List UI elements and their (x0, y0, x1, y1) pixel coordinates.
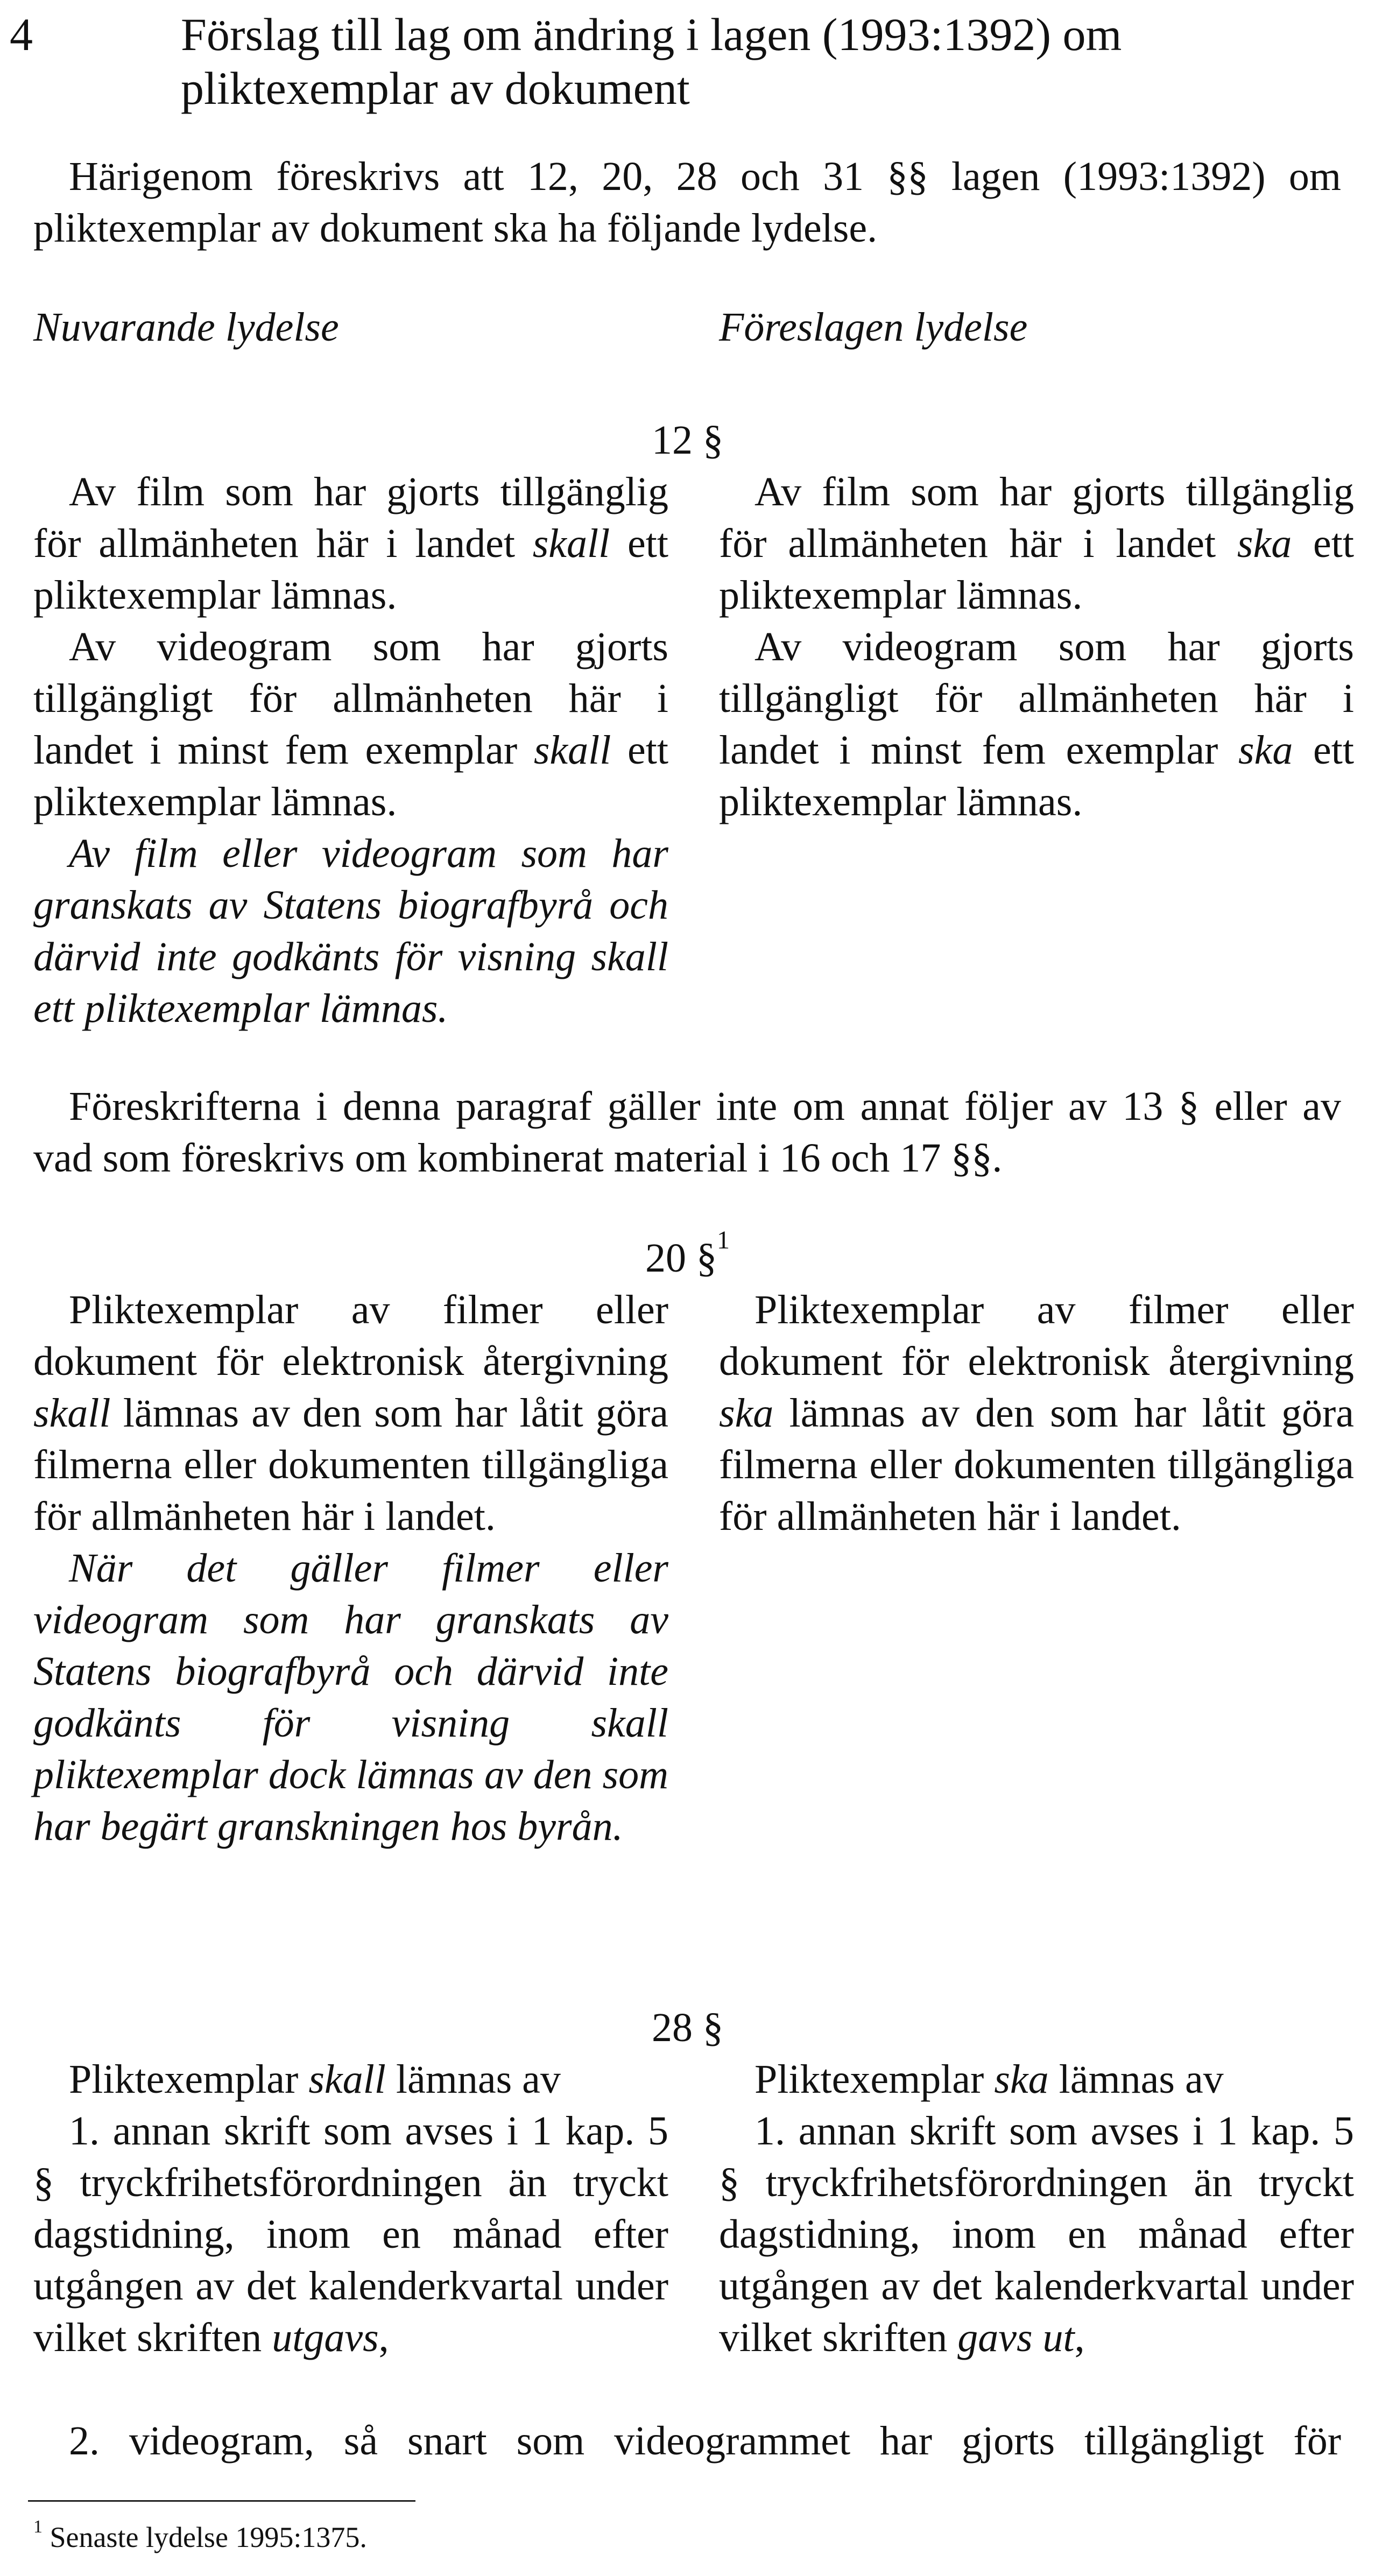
footnote-text: Senaste lydelse 1995:1375. (50, 2521, 367, 2553)
page-number: 4 (10, 9, 33, 60)
footnote-reference: 1 (717, 1225, 730, 1254)
footnote-marker: 1 (33, 2516, 43, 2537)
current-28-paragraph-1: Pliktexemplar skall lämnas av (69, 2057, 561, 2102)
current-12-paragraph-3: Av film eller videogram som har granskats av Statens biografbyrå och därvid inte godkänts för visning skall ett pliktexemplar lämnas. (33, 831, 668, 1031)
proposed-text-20 (719, 1284, 1354, 1542)
current-20-paragraph-1: Pliktexemplar av filmer eller dokument för elektronisk återgivning skall lämnas av den som har låtit göra filmerna eller dokumenten tillgängliga för allmänheten här i landet. (33, 1287, 668, 1539)
footnote-rule (28, 2500, 415, 2502)
proposed-28-paragraph-2: 1. annan skrift som avses i 1 kap. 5 § tryckfrihetsförordningen än tryckt dagstidning, inom en månad efter utgången av det kalenderkvartal under vilket skriften gavs ut, (719, 2108, 1354, 2360)
page-title: Förslag till lag om ändring i lagen (1993:1392) om pliktexemplar av dokument (181, 9, 1122, 114)
footnote (33, 2516, 367, 2555)
proposed-12-paragraph-1: Av film som har gjorts tillgänglig för allmänheten här i landet ska ett pliktexemplar lämnas. (719, 469, 1355, 618)
common-text-28: 2. videogram, så snart som videogrammet har gjorts tillgängligt för (69, 2418, 1341, 2464)
current-text-20 (33, 1284, 668, 1852)
section-heading-20: 20 §$^1$ (645, 1225, 730, 1281)
current-12-paragraph-1: Av film som har gjorts tillgänglig för allmänheten här i landet skall ett pliktexemplar lämnas. (33, 469, 668, 618)
proposed-text-12 (719, 466, 1354, 828)
proposed-text-28 (719, 2053, 1354, 2363)
column-header-current: Nuvarande lydelse (33, 305, 339, 350)
proposed-20-paragraph-1: Pliktexemplar av filmer eller dokument för elektronisk återgivning ska lämnas av den som har låtit göra filmerna eller dokumenten tillgängliga för allmänheten här i landet. (719, 1287, 1354, 1539)
proposed-12-paragraph-2: Av videogram som har gjorts tillgängligt för allmänheten här i landet i minst fem exemplar ska ett pliktexemplar lämnas. (719, 624, 1355, 824)
current-12-paragraph-2: Av videogram som har gjorts tillgängligt för allmänheten här i landet i minst fem exemplar skall ett pliktexemplar lämnas. (33, 624, 668, 824)
proposed-28-paragraph-1: Pliktexemplar ska lämnas av (755, 2057, 1224, 2102)
current-20-paragraph-2: När det gäller filmer eller videogram som har granskats av Statens biografbyrå och därvid inte godkänts för visning skall pliktexemplar dock lämnas av den som har begärt granskningen hos byrån. (33, 1545, 668, 1849)
intro-paragraph: Härigenom föreskrivs att 12, 20, 28 och 31 §§ lagen (1993:1392) om pliktexemplar av dokument ska ha följande lydelse. (33, 154, 1341, 251)
common-text-12: Föreskrifterna i denna paragraf gäller inte om annat följer av 13 § eller av vad som föreskrivs om kombinerat material i 16 och 17 §§. (33, 1084, 1341, 1181)
current-text-28 (33, 2053, 668, 2363)
current-28-paragraph-2: 1. annan skrift som avses i 1 kap. 5 § tryckfrihetsförordningen än tryckt dagstidning, inom en månad efter utgången av det kalenderkvartal under vilket skriften utgavs, (33, 2108, 668, 2360)
section-heading-28: 28 § (652, 2005, 723, 2050)
section-heading-12: 12 § (652, 418, 723, 463)
current-text-12 (33, 466, 668, 1034)
column-header-proposed: Föreslagen lydelse (719, 305, 1028, 350)
